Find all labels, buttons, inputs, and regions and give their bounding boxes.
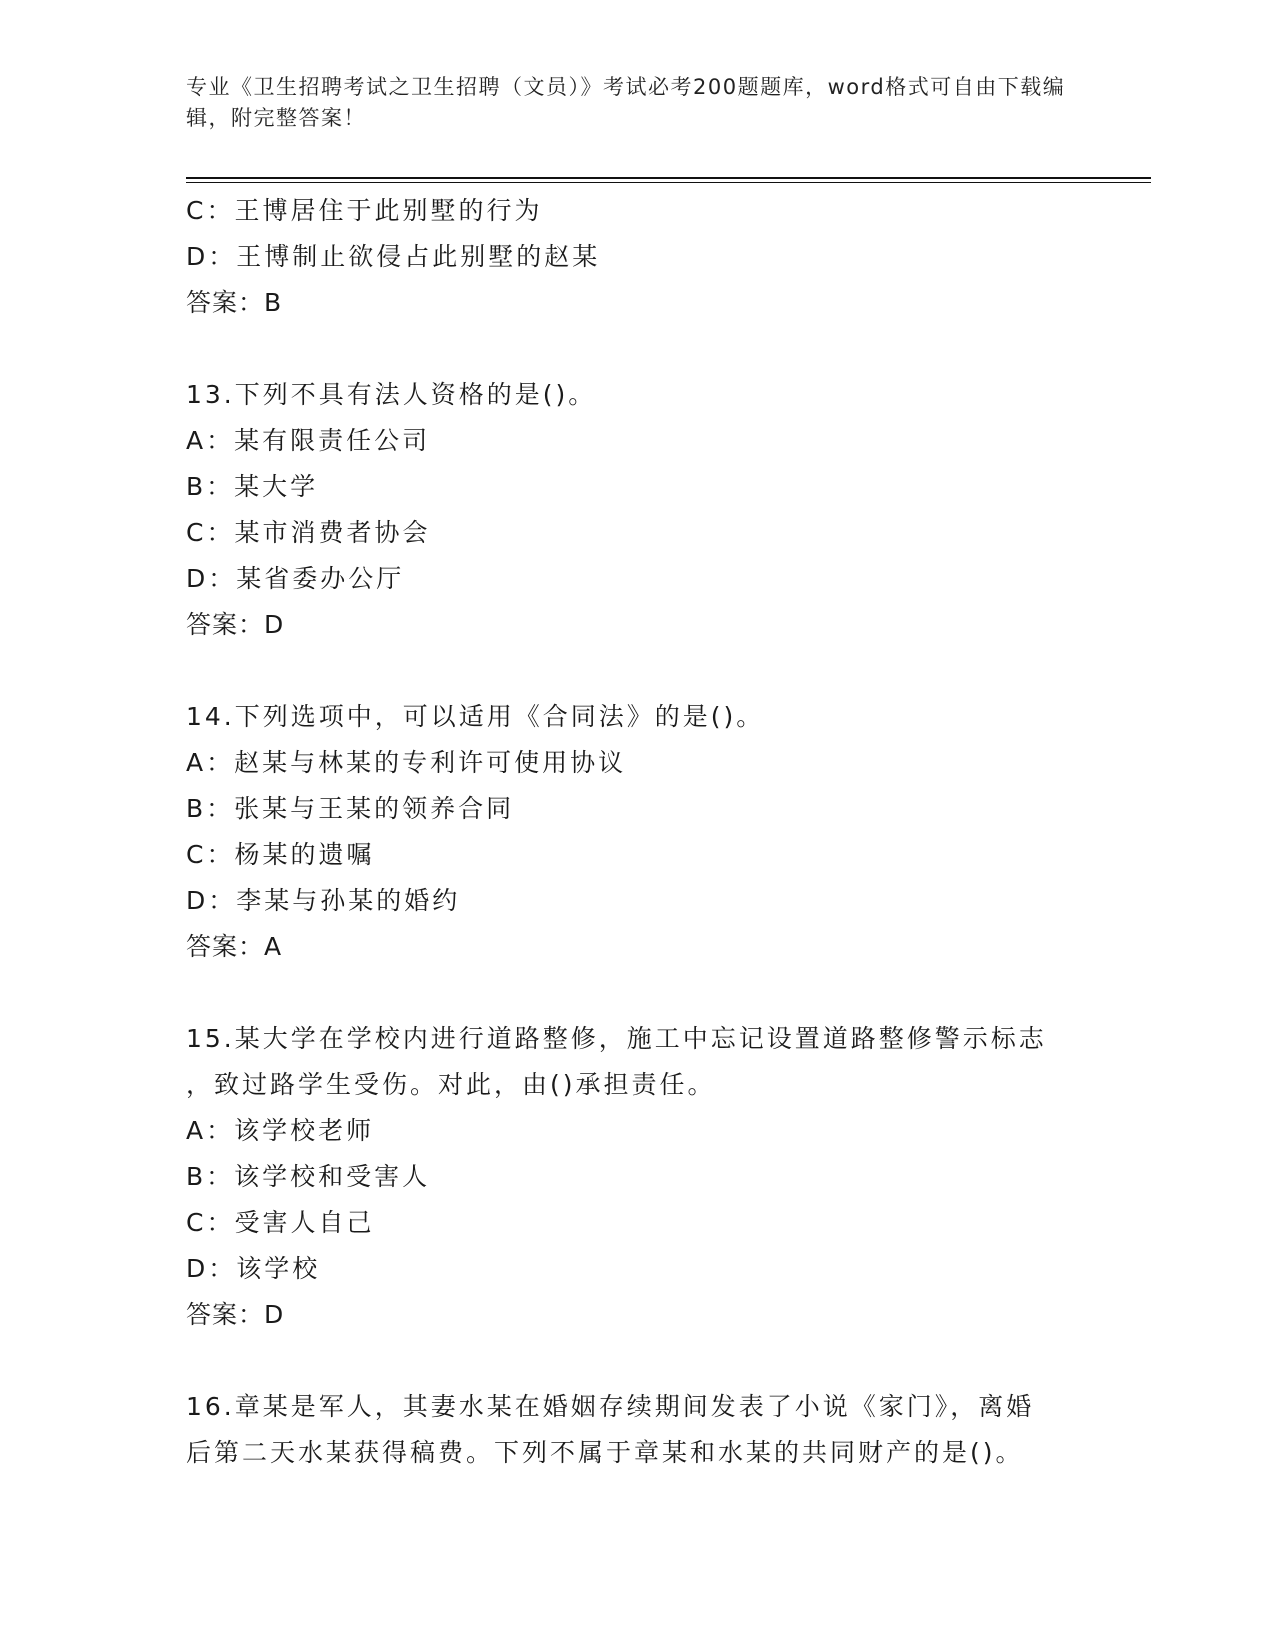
header-divider-thick [186, 177, 1151, 179]
option-a: A：赵某与林某的专利许可使用协议 [186, 748, 627, 777]
header-divider-thin [186, 182, 1151, 183]
option-d: D：某省委办公厅 [186, 564, 405, 593]
option-b: B：该学校和受害人 [186, 1162, 431, 1191]
question-stem-line-2: ，致过路学生受伤。对此，由()承担责任。 [186, 1070, 716, 1099]
question-stem-line-1: 15.某大学在学校内进行道路整修，施工中忘记设置道路整修警示标志 [186, 1024, 1047, 1053]
option-a: A：该学校老师 [186, 1116, 375, 1145]
option-b: B：某大学 [186, 472, 319, 501]
answer-line: 答案：D [186, 1300, 285, 1329]
option-d: D：该学校 [186, 1254, 321, 1283]
option-a: A：某有限责任公司 [186, 426, 431, 455]
option-c: C：王博居住于此别墅的行为 [186, 196, 543, 225]
document-header: 专业《卫生招聘考试之卫生招聘（文员）》考试必考200题题库，word格式可自由下载编辑，附完整答案！ [186, 75, 1066, 130]
answer-line: 答案：A [186, 932, 283, 961]
option-d: D：王博制止欲侵占此别墅的赵某 [186, 242, 601, 271]
answer-line: 答案：D [186, 610, 285, 639]
question-list [186, 188, 1086, 1476]
question-stem-line-1: 16.章某是军人，其妻水某在婚姻存续期间发表了小说《家门》，离婚 [186, 1392, 1035, 1421]
question-stem-line-2: 后第二天水某获得稿费。下列不属于章某和水某的共同财产的是()。 [186, 1438, 1024, 1467]
option-c: C：某市消费者协会 [186, 518, 431, 547]
answer-line: 答案：B [186, 288, 283, 317]
option-b: B：张某与王某的领养合同 [186, 794, 515, 823]
question-stem: 13.下列不具有法人资格的是()。 [186, 380, 597, 409]
option-d: D：李某与孙某的婚约 [186, 886, 461, 915]
option-c: C：受害人自己 [186, 1208, 375, 1237]
option-c: C：杨某的遗嘱 [186, 840, 375, 869]
question-stem: 14.下列选项中，可以适用《合同法》的是()。 [186, 702, 765, 731]
